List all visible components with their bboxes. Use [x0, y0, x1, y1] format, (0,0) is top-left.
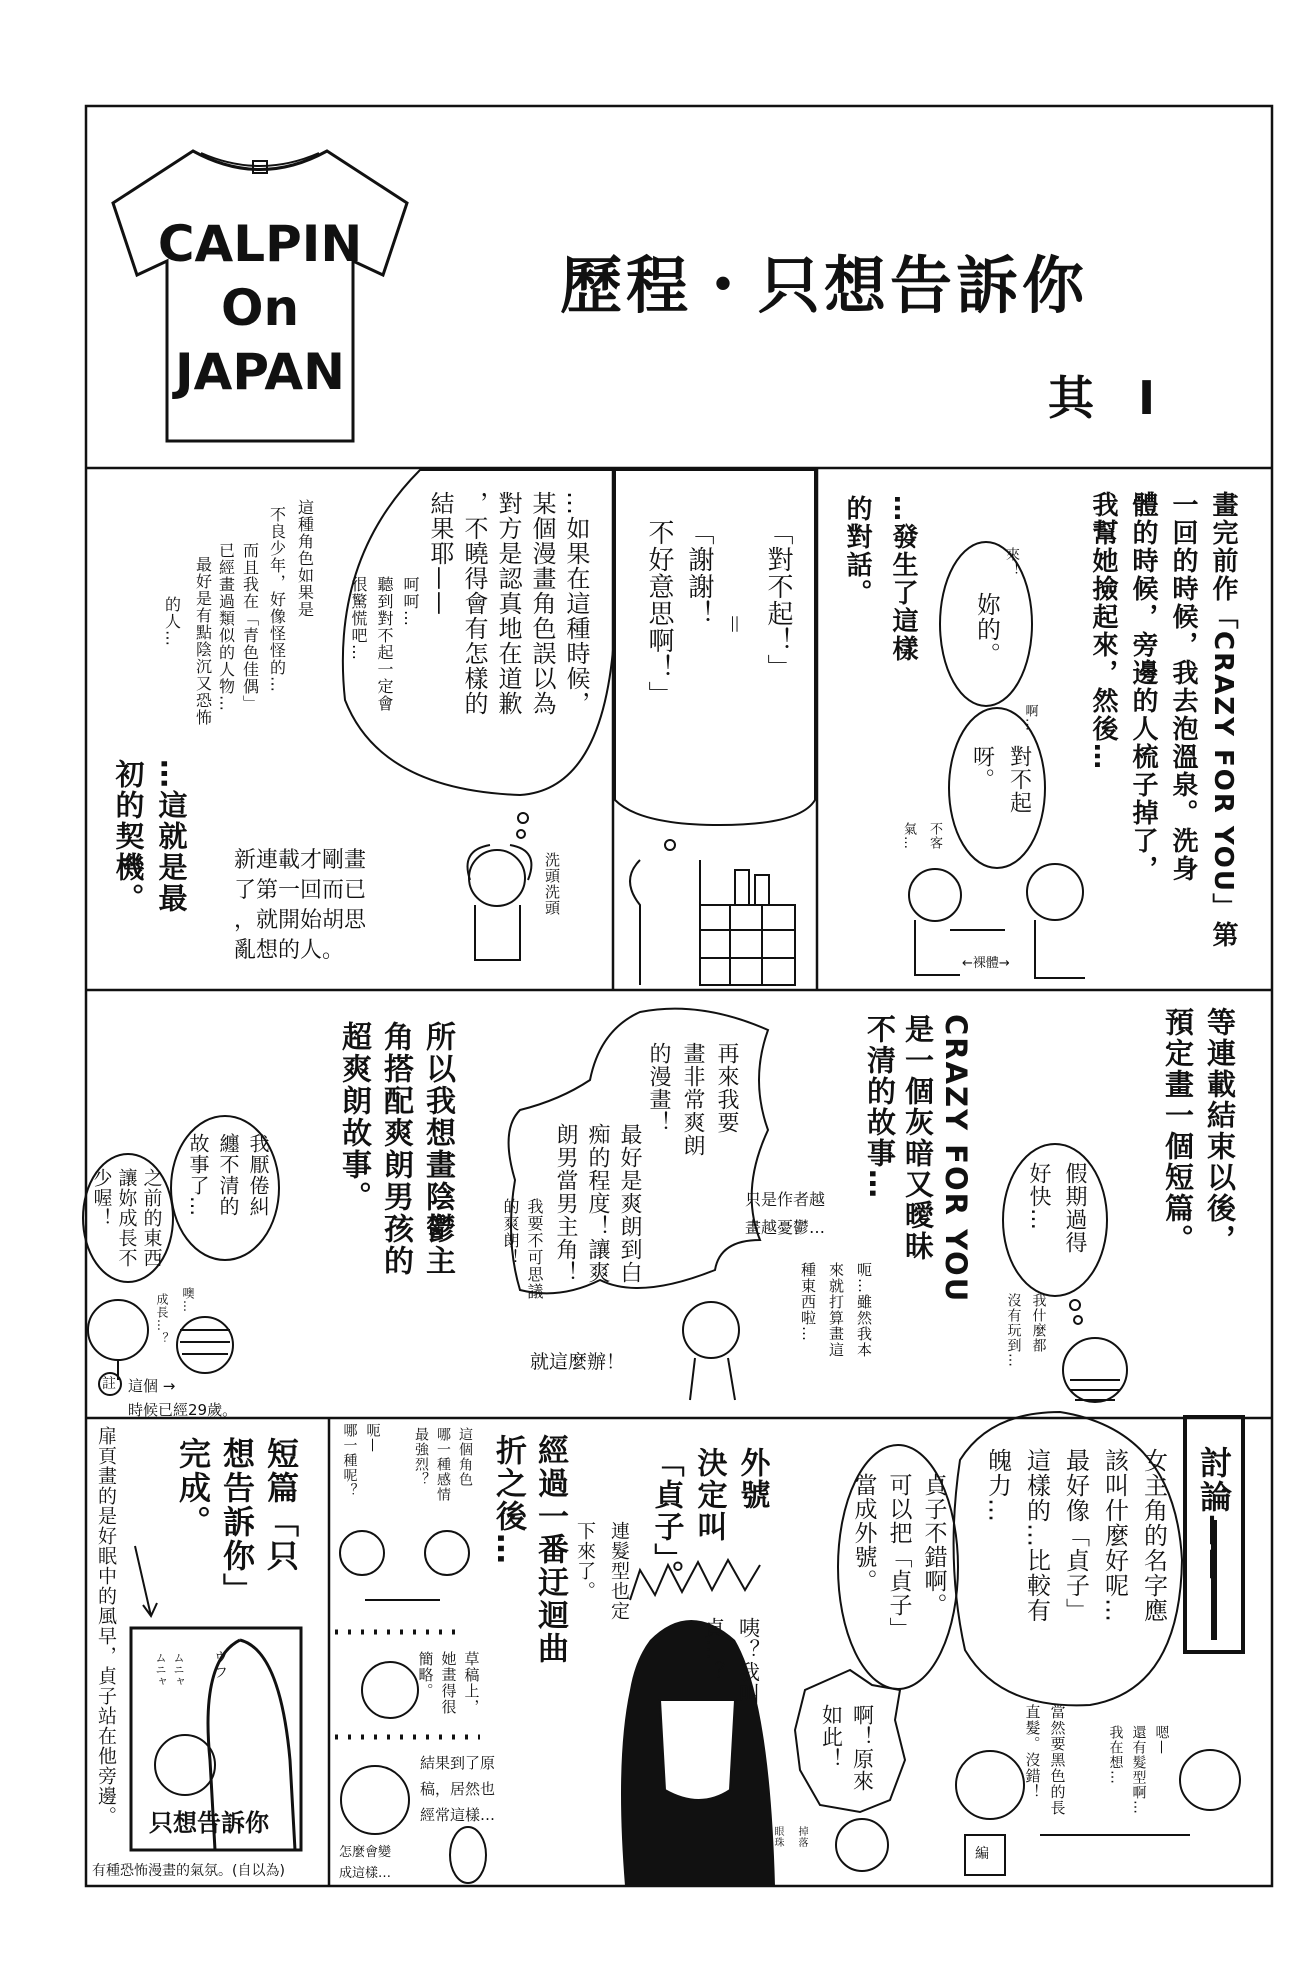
note-line: 而且我在「青色佳偶」	[240, 542, 260, 712]
final-note: 結果到了原 稿，居然也 經常這樣…	[420, 1754, 496, 1824]
gloomy-aside: 只是作者越 畫越憂鬱…	[745, 1190, 826, 1237]
page-title: 歷程・只想告訴你	[560, 249, 1089, 322]
narration-after: 經過一番迂迴曲 折之後…	[490, 1434, 568, 1665]
oh-aside: 噢…	[181, 1287, 195, 1313]
shampoo-figure	[468, 845, 532, 960]
caption-new-series: 新連載才剛畫 了第一回而已 ，就開始胡思 亂想的人。	[234, 848, 367, 963]
discussion-label: 討論——	[1195, 1446, 1233, 1582]
note-text: 這個 → 時候已經29歲。	[128, 1377, 238, 1419]
growth-question: 成長…？	[155, 1293, 169, 1345]
holiday-aside: 我什麼都 沒有玩到…	[1005, 1293, 1047, 1368]
cloud-text-body: 最好是爽朗到白 痴的程度！讓爽 朗男當男主角！	[553, 1123, 642, 1284]
cloud-text-top: 再來我要 畫非常爽朗 的漫畫！	[646, 1042, 739, 1157]
narration-nickname: 外號 決定叫 「貞子」。	[648, 1447, 770, 1592]
youre-welcome: 不客 氣…	[901, 822, 942, 850]
cloud-text-small: 我要不可思議 的爽朗！	[501, 1198, 544, 1300]
narration-crazy: CRAZY FOR YOU 是一個灰暗又曖昧 不清的故事…	[863, 1014, 973, 1304]
note-line: 最好是有點陰沉又恐怖	[193, 556, 213, 726]
how-note: 怎麼會變 成這樣…	[339, 1845, 392, 1881]
meeting-figures	[340, 1531, 469, 1600]
which-question: 呃— 哪一種呢？	[341, 1423, 381, 1498]
thought-dot	[665, 840, 675, 850]
note-line: 不良少年，好像怪怪的…	[267, 506, 287, 693]
horror-caption: 有種恐怖漫畫的氣氛。(自以為)	[92, 1863, 285, 1879]
narration-conversation: …發生了這樣 的對話。	[842, 495, 918, 663]
note-line: 這種角色如果是	[295, 499, 315, 618]
cover-note: 扉頁畫的是好眠中的風早，貞子站在他旁邊。	[95, 1426, 117, 1826]
bubble-yours-prefix: 來！	[1004, 547, 1020, 577]
author-figure	[683, 1302, 739, 1400]
chapter-number: 其 I	[1048, 371, 1170, 425]
bubble-holiday: 假期過得 好快…	[1026, 1162, 1087, 1254]
narration-done: 短篇「只 想告訴你」 完成。	[174, 1437, 300, 1607]
cover-sfx-sleep: ムニャ ムニャ	[154, 1652, 185, 1688]
girl-figure	[177, 1317, 233, 1373]
intended-aside: 呃…雖然我本 來就打算畫這 種東西啦…	[799, 1262, 873, 1358]
naked-label: ←裸體→	[962, 956, 1010, 971]
cover-boy-head	[155, 1735, 215, 1795]
note-mark: 註	[102, 1376, 116, 1392]
narration-plan: 等連載結束以後， 預定畫一個短篇。	[1161, 1007, 1237, 1255]
narration-so: 所以我想畫陰鬱主 角搭配爽朗男孩的 超爽朗故事。	[336, 1021, 455, 1277]
cover-title: 只想告訴你	[149, 1809, 269, 1837]
black-hair-aside: 當然要黑色的長 直髮。沒錯！	[1023, 1704, 1067, 1816]
bubble-name: 女主角的名字應 該叫什麼好呢… 最好像「貞子」 這樣的…比較有 魄力…	[983, 1448, 1168, 1623]
bubble-growth: 之前的東西 讓妳成長不 少喔！	[90, 1168, 163, 1268]
thought-aside: 呵呵… 聽到對不起一定會 很驚慌吧…	[349, 576, 420, 712]
bubble-tired: 我厭倦糾 纏不清的 故事了…	[186, 1133, 270, 1217]
narration-bath: 畫完前作「CRAZY FOR YOU」第 一回的時候，我去泡溫泉。洗身 體的時候，旁邊的人梳子掉了， 我幫她撿起來，然後…	[1088, 491, 1238, 950]
bubble-sadako: 貞子不錯啊。 可以把「貞子」 當成外號。	[850, 1473, 947, 1641]
thought-dot	[1070, 1300, 1080, 1310]
which-feeling: 這個角色 哪一種感情 最強烈？	[413, 1427, 473, 1502]
sadako-face	[660, 1700, 735, 1800]
cover-sfx-smile: ウフ	[212, 1650, 228, 1680]
bubble-sorry-shout: 「對不起！」	[763, 519, 793, 681]
arrow	[135, 1546, 157, 1616]
editor-tag: 編	[975, 1846, 989, 1862]
thought-text: …如果在這種時候， 某個漫畫角色誤以為 對方是認真地在道歉 ，不曉得會有怎樣的 結果耶——	[426, 491, 590, 716]
speech-bubble	[450, 1827, 486, 1883]
sfx-washing: 洗頭洗頭	[543, 852, 561, 916]
bubble-sorry: 對不起 呀。	[969, 745, 1032, 814]
editor-and-author	[956, 1750, 1240, 1875]
hair-note: 連髮型也定 下來了。	[574, 1521, 630, 1621]
logo-on: On	[220, 279, 300, 337]
note-line: 的人…	[162, 596, 182, 647]
who-me: 咦？我叫 貞…？	[701, 1617, 761, 1705]
thought-dot	[518, 813, 528, 823]
thinking-aside: 嗯— 還有髮型啊… 我在想…	[1107, 1725, 1170, 1815]
draft-note: 草稿上， 她畫得很 簡略。	[416, 1651, 481, 1715]
gloomy-figure	[1063, 1338, 1127, 1402]
bubble-yours: 妳的。	[972, 592, 1001, 667]
thought-dot	[1074, 1316, 1082, 1324]
eyes-fall-sfx: 掉落 眼珠	[772, 1826, 807, 1848]
logo-japan: JAPAN	[175, 343, 345, 401]
bubble-thanks: 「謝謝！ 不好意思啊！」	[644, 519, 714, 708]
narration-origin: …這就是最 初的契機。	[111, 759, 189, 914]
sketch-head	[362, 1662, 418, 1718]
startled-head	[836, 1819, 888, 1871]
tshirt-logo	[113, 151, 407, 441]
bubble-i-see: 啊！原來 如此！	[819, 1704, 875, 1792]
shower-scene	[630, 860, 795, 985]
sketch-head	[341, 1766, 409, 1834]
logo-calpin: CALPIN	[157, 215, 363, 273]
thought-dot	[517, 830, 525, 838]
editor-figure	[88, 1300, 148, 1380]
note-line: 已經畫過類似的人物…	[216, 542, 236, 712]
decided-text: 就這麼辦！	[530, 1351, 626, 1373]
bubble-sorry-prefix: 啊…	[1022, 704, 1038, 732]
equals-sign: ＝	[720, 613, 746, 637]
